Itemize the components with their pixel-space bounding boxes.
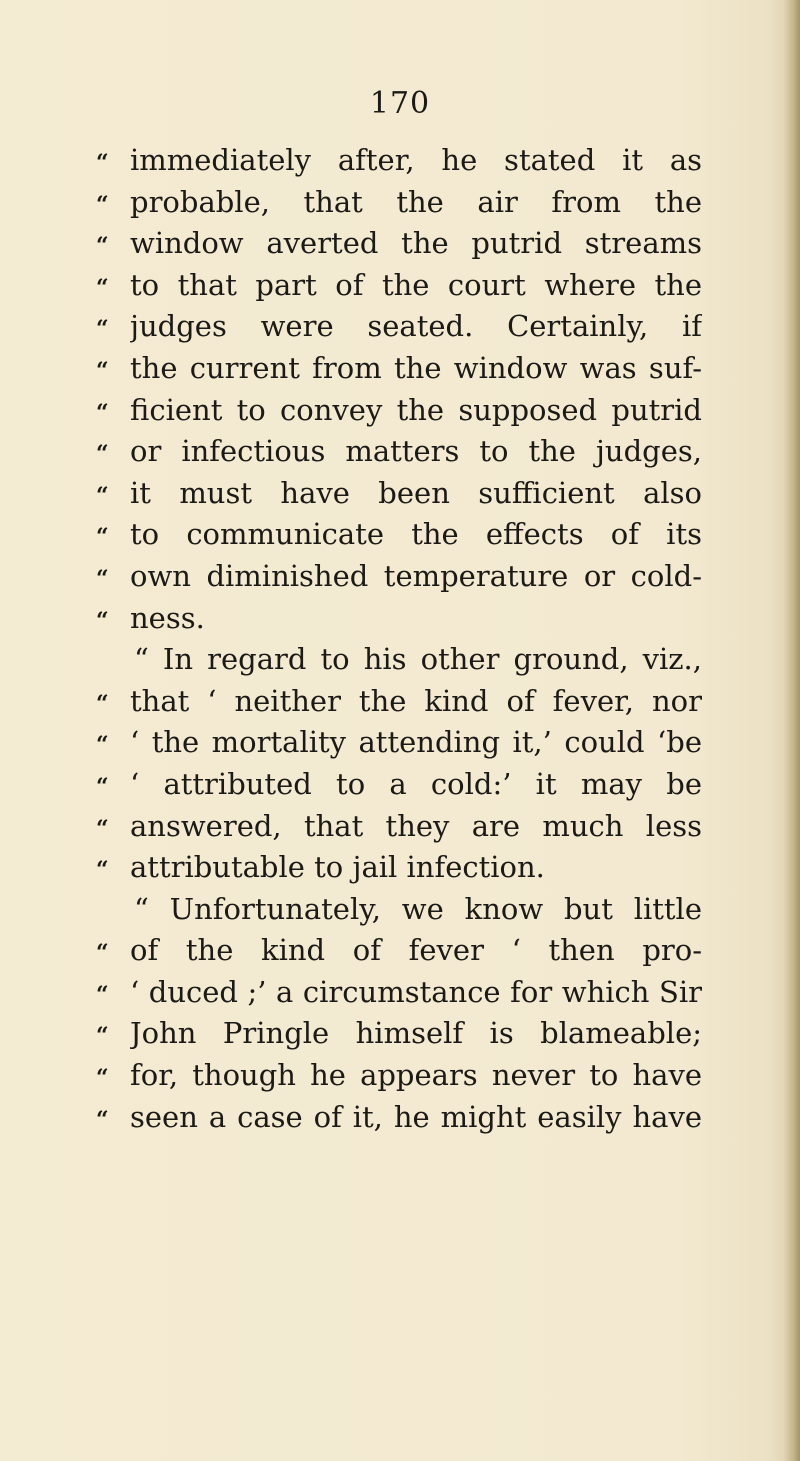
margin-quote-mark: “ xyxy=(96,1065,109,1092)
body-text xyxy=(96,140,702,1138)
line-text: ness. xyxy=(130,600,205,635)
margin-quote-mark: “ xyxy=(96,732,109,759)
margin-quote-mark: “ xyxy=(96,565,109,592)
margin-quote-mark: “ xyxy=(96,316,109,343)
line-text: ‘ attributed to a cold:’ it may be xyxy=(130,766,702,801)
margin-quote-mark: “ xyxy=(96,274,109,301)
text-line xyxy=(96,806,702,848)
line-text: window averted the putrid streams xyxy=(130,226,702,261)
margin-quote-mark: “ xyxy=(96,233,109,260)
line-text: that ‘ neither the kind of fever, nor xyxy=(130,683,702,718)
text-line xyxy=(96,1013,702,1055)
text-line xyxy=(96,639,702,681)
line-text: John Pringle himself is blameable; xyxy=(130,1016,702,1051)
text-line xyxy=(96,514,702,556)
text-line xyxy=(96,390,702,432)
text-line xyxy=(96,847,702,889)
line-text: to communicate the effects of its xyxy=(130,517,702,552)
margin-quote-mark: “ xyxy=(96,940,109,967)
line-text: the current from the window was suf- xyxy=(130,350,702,385)
text-line xyxy=(96,764,702,806)
margin-quote-mark: “ xyxy=(96,150,109,176)
line-text: answered, that they are much less xyxy=(130,808,702,843)
line-text: ‘ the mortality attending it,’ could ‘be xyxy=(130,725,702,760)
line-text: “ In regard to his other ground, viz., xyxy=(134,642,702,677)
text-line xyxy=(96,930,702,972)
line-text: ficient to convey the supposed putrid xyxy=(130,392,702,427)
text-line xyxy=(96,473,702,515)
line-text: immediately after, he stated it as xyxy=(130,143,702,177)
text-line xyxy=(96,306,702,348)
line-text: ‘ duced ;’ a circumstance for which Sir xyxy=(130,974,702,1009)
text-line xyxy=(96,598,702,640)
text-line xyxy=(96,223,702,265)
margin-quote-mark: “ xyxy=(96,399,109,426)
margin-quote-mark: “ xyxy=(96,1106,109,1133)
text-line xyxy=(96,140,702,182)
margin-quote-mark: “ xyxy=(96,815,109,842)
line-text: “ Unfortunately, we know but little xyxy=(134,891,702,926)
line-text: judges were seated. Certainly, if xyxy=(130,309,702,344)
margin-quote-mark: “ xyxy=(96,857,109,884)
margin-quote-mark: “ xyxy=(96,191,109,218)
line-text: it must have been sufficient also xyxy=(130,475,702,510)
line-text: seen a case of it, he might easily have xyxy=(130,1099,702,1134)
line-text: or infectious matters to the judges, xyxy=(130,434,702,469)
text-line xyxy=(96,972,702,1014)
text-line xyxy=(96,889,702,931)
margin-quote-mark: “ xyxy=(96,482,109,509)
line-text: to that part of the court where the xyxy=(130,267,702,302)
text-line xyxy=(96,431,702,473)
text-line xyxy=(96,348,702,390)
margin-quote-mark: “ xyxy=(96,524,109,551)
margin-quote-mark: “ xyxy=(96,981,109,1008)
line-text: of the kind of fever ‘ then pro- xyxy=(130,933,702,968)
text-line xyxy=(96,1097,702,1139)
margin-quote-mark: “ xyxy=(96,441,109,468)
line-text: own diminished temperature or cold- xyxy=(130,558,702,593)
margin-quote-mark: “ xyxy=(96,607,109,634)
line-text: probable, that the air from the xyxy=(130,184,702,219)
line-text: for, though he appears never to have xyxy=(130,1058,702,1093)
page-number: 170 xyxy=(369,86,431,121)
page-edge-shadow xyxy=(784,0,800,1461)
text-line xyxy=(96,1055,702,1097)
margin-quote-mark: “ xyxy=(96,1023,109,1050)
text-line xyxy=(96,681,702,723)
margin-quote-mark: “ xyxy=(96,690,109,717)
text-line xyxy=(96,556,702,598)
text-line xyxy=(96,265,702,307)
margin-quote-mark: “ xyxy=(96,773,109,800)
text-line xyxy=(96,722,702,764)
margin-quote-mark: “ xyxy=(96,357,109,384)
line-text: attributable to jail infection. xyxy=(130,850,545,885)
text-line xyxy=(96,182,702,224)
